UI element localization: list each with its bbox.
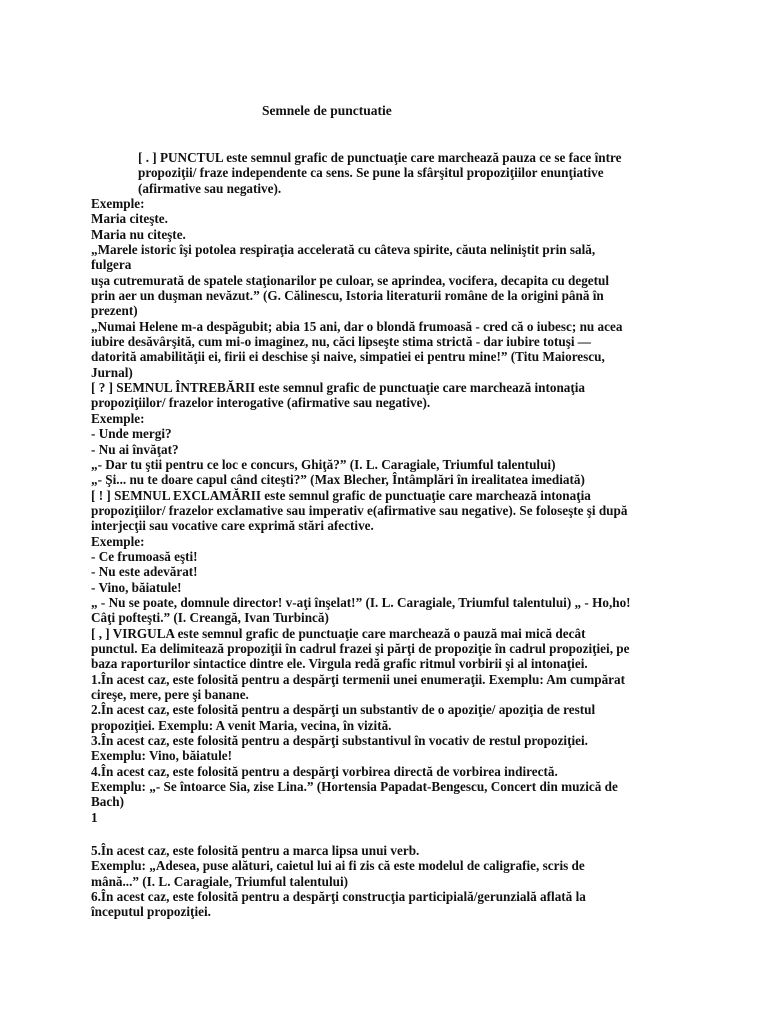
text-line: mână...” (I. L. Caragiale, Triumful talentului) xyxy=(91,873,349,889)
document-title: Semnele de punctuatie xyxy=(262,103,392,118)
text-line: „- Dar tu ştii pentru ce loc e concurs, Ghiţă?” (I. L. Caragiale, Triumful talentului) xyxy=(91,456,556,472)
text-line: 4.În acest caz, este folosită pentru a despărţi vorbirea directă de vorbirea indirectă. xyxy=(91,763,558,779)
continuation-text xyxy=(91,843,691,920)
text-line: Bach) xyxy=(91,794,124,810)
text-line: fulgera xyxy=(91,257,132,273)
intro-line: propoziţii/ fraze independente ca sens. Se pune la sfârşitul propoziţiilor enunţiative xyxy=(138,165,604,181)
text-line: [ ? ] SEMNUL ÎNTREBĂRII este semnul grafic de punctuaţie care marchează intonaţia xyxy=(91,380,586,396)
intro-line: (afirmative sau negative). xyxy=(138,180,282,196)
text-line: propoziţiilor/ frazelor exclamative sau imperativ e(afirmative sau negative). Se foloseşte şi după xyxy=(91,502,628,518)
text-line: „- Şi... nu te doare capul când citeşti?” (Max Blecher, Întâmplări în irealitatea imediată) xyxy=(91,472,585,488)
text-line: - Nu este adevărat! xyxy=(91,564,198,580)
text-line: - Ce frumoasă eşti! xyxy=(91,548,198,564)
text-line: punctul. Ea delimitează propoziţii în cadrul frazei şi părţi de propoziţie în cadrul propoziţiei, pe xyxy=(91,640,630,656)
text-line: Exemple: xyxy=(91,196,145,211)
text-line: Maria citeşte. xyxy=(91,211,168,227)
text-line: începutul propoziţiei. xyxy=(91,904,211,920)
text-line: „Marele istoric îşi potolea respiraţia accelerată cu câteva spirite, căuta neliniştit prin sală, xyxy=(91,242,596,258)
text-line: 5.În acest caz, este folosită pentru a marca lipsa unui verb. xyxy=(91,843,420,858)
text-line: - Vino, băiatule! xyxy=(91,579,182,595)
intro-paragraph xyxy=(138,150,678,196)
text-line: Exemplu: Vino, băiatule! xyxy=(91,748,233,764)
text-line: [ ! ] SEMNUL EXCLAMĂRII este semnul grafic de punctuaţie care marchează intonaţia xyxy=(91,487,591,503)
text-line: propoziţiei. Exemplu: A venit Maria, vecina, în vizită. xyxy=(91,717,392,733)
text-line: - Unde mergi? xyxy=(91,426,172,442)
text-line: 1.În acest caz, este folosită pentru a despărţi termenii unei enumeraţii. Exemplu: Am cumpărat xyxy=(91,671,626,687)
text-line: „ - Nu se poate, domnule director! v-aţi înşelat!” (I. L. Caragiale, Triumful talentului) „ - Ho,ho! xyxy=(91,594,631,610)
text-line: baza raporturilor sintactice dintre ele. Virgula redă grafic ritmul vorbirii şi al intonaţiei. xyxy=(91,656,588,672)
text-line: cireşe, mere, pere şi banane. xyxy=(91,687,249,702)
text-line: 2.În acest caz, este folosită pentru a despărţi un substantiv de o apoziţie/ apoziţia de restul xyxy=(91,702,596,718)
intro-line: [ . ] PUNCTUL este semnul grafic de punctuaţie care marchează pauza ce se face între xyxy=(138,150,622,165)
text-line: „Numai Helene m-a despăgubit; abia 15 ani, dar o blondă frumoasă - cred că o iubesc; nu acea xyxy=(91,318,623,334)
text-line: 1 xyxy=(91,809,98,825)
text-line: iubire desăvârşită, cum mi-o imaginez, nu, căci lipseşte stima strictă - dar iubire totuşi — xyxy=(91,334,591,350)
text-line: prin aer un duşman nevăzut.” (G. Călinescu, Istoria literaturii române de la origini până în xyxy=(91,288,604,304)
text-line: [ , ] VIRGULA este semnul grafic de punctuaţie care marchează o pauză mai mică decât xyxy=(91,625,586,641)
text-line: Maria nu citeşte. xyxy=(91,226,186,242)
text-line: Exemplu: „- Se întoarce Sia, zise Lina.” (Hortensia Papadat-Bengescu, Concert din muzică de xyxy=(91,779,618,795)
body-text xyxy=(91,196,691,825)
text-line: Câţi pofteşti.” (I. Creangă, Ivan Turbincă) xyxy=(91,610,329,626)
text-line: 6.În acest caz, este folosită pentru a despărţi construcţia participială/gerunzială aflată la xyxy=(91,889,586,905)
text-line: uşa cutremurată de spatele staţionarilor pe culoar, se aprindea, vocifera, decapita cu degetul xyxy=(91,272,610,288)
text-line: Exemple: xyxy=(91,533,145,549)
text-line: Jurnal) xyxy=(91,364,133,380)
text-line: Exemple: xyxy=(91,410,145,426)
text-line: Exemplu: „Adesea, puse alături, caietul lui ai fi zis că este modelul de caligrafie, scris de xyxy=(91,858,585,874)
text-line: datorită amabilităţii ei, firii ei deschise şi naive, simpatiei ei pentru mine!” (Titu Maiorescu, xyxy=(91,349,605,365)
text-line: 3.În acest caz, este folosită pentru a despărţi substantivul în vocativ de restul propoziţiei. xyxy=(91,733,588,749)
text-line: prezent) xyxy=(91,303,138,319)
text-line: propoziţiilor/ frazelor interogative (afirmative sau negative). xyxy=(91,395,431,411)
text-line: interjecţii sau vocative care exprimă stări afective. xyxy=(91,518,374,534)
text-line: - Nu ai învăţat? xyxy=(91,441,179,457)
